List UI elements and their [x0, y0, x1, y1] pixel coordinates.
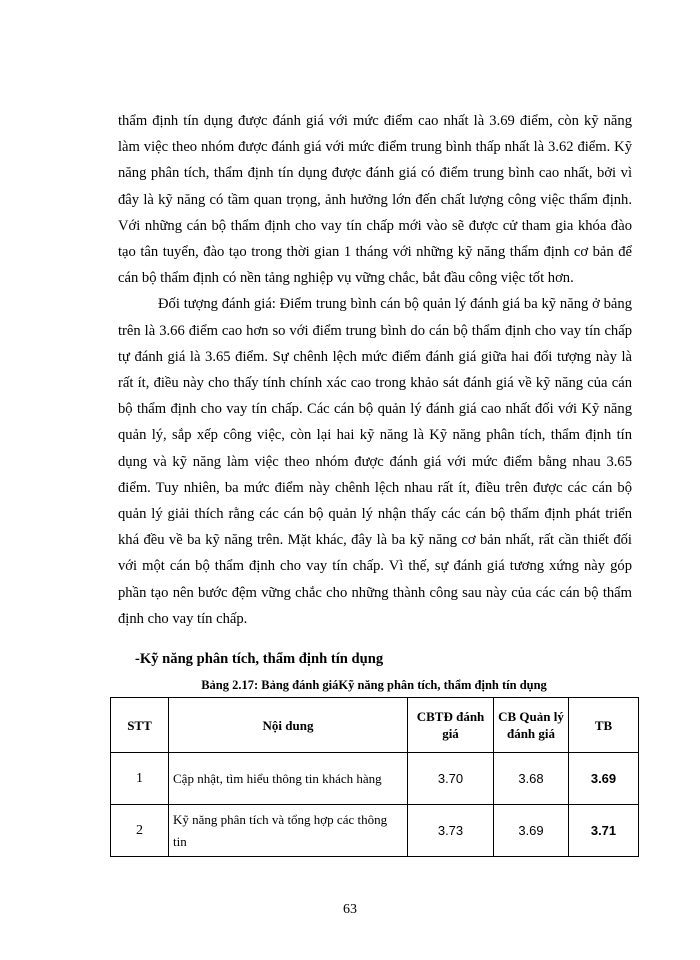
page-number: 63	[343, 902, 357, 917]
row-content: Cập nhật, tìm hiểu thông tin khách hàng	[169, 753, 408, 805]
header-content: Nội dung	[169, 698, 408, 753]
header-tb: TB	[569, 698, 639, 753]
table-caption: Bảng 2.17: Bảng đánh giáKỹ năng phân tích, thẩm định tín dụng	[201, 678, 547, 692]
row-cbql-score: 3.69	[494, 805, 569, 857]
evaluation-table	[110, 697, 639, 857]
paragraph-1: thẩm định tín dụng được đánh giá với mức điểm cao nhất là 3.69 điểm, còn kỹ năng làm việc theo nhóm được đánh giá với mức điểm trung bình thấp nhất là 3.62 điểm. Kỹ năng phân tích, thẩm định tín dụng được đánh giá có điểm trung bình cao nhất, bởi vì đây là kỹ năng có tầm quan trọng, ảnh hưởng lớn đến chất lượng công việc thẩm định. Với những cán bộ thẩm định cho vay tín chấp mới vào sẽ được cử tham gia khóa đào tạo tân tuyển, đào tạo trong thời gian 1 tháng với những kỹ năng thẩm định cơ bản để cán bộ thẩm định có nền tảng nghiệp vụ vững chắc, bắt đầu công việc tốt hơn.	[118, 113, 632, 287]
table-row	[111, 805, 639, 857]
header-cbtd: CBTĐ đánh giá	[408, 698, 494, 753]
table-header-row	[111, 698, 639, 753]
row-average-score: 3.69	[569, 753, 639, 805]
row-cbql-score: 3.68	[494, 753, 569, 805]
row-cbtd-score: 3.70	[408, 753, 494, 805]
row-stt: 1	[111, 753, 169, 805]
header-stt: STT	[111, 698, 169, 753]
header-cbql: CB Quản lý đánh giá	[494, 698, 569, 753]
row-content: Kỹ năng phân tích và tổng hợp các thông tin	[169, 805, 408, 857]
row-cbtd-score: 3.73	[408, 805, 494, 857]
row-average-score: 3.71	[569, 805, 639, 857]
table-row	[111, 753, 639, 805]
paragraph-2: Đối tượng đánh giá: Điểm trung bình cán bộ quản lý đánh giá ba kỹ năng ở bảng trên là 3.66 điểm cao hơn so với điểm trung bình do cán bộ thẩm định cho vay tín chấp tự đánh giá là 3.65 điểm. Sự chênh lệch mức điểm đánh giá giữa hai đối tượng này là rất ít, điều này cho thấy tính chính xác cao trong khảo sát đánh giá về kỹ năng của cán bộ thẩm định cho vay tín chấp. Các cán bộ quản lý đánh giá cao nhất đối với Kỹ năng quản lý, sắp xếp công việc, còn lại hai kỹ năng là Kỹ năng phân tích, thẩm định tín dụng và kỹ năng làm việc theo nhóm được đánh giá với mức điểm bằng nhau 3.65 điểm. Tuy nhiên, ba mức điểm này chênh lệch nhau rất ít, điều trên được các cán bộ quản lý giải thích rằng các cán bộ quản lý nhận thấy các cán bộ thẩm định phát triển khá đều về ba kỹ năng trên. Mặt khác, đây là ba kỹ năng cơ bản nhất, rất cần thiết đối với một cán bộ thẩm định cho vay tín chấp. Vì thế, sự đánh giá tương xứng này góp phần tạo nên bước đệm vững chắc cho những thành công sau này của các cán bộ thẩm định cho vay tín chấp.	[118, 296, 632, 627]
section-subheading: -Kỹ năng phân tích, thẩm định tín dụng	[135, 651, 384, 667]
body-text	[118, 108, 632, 632]
row-stt: 2	[111, 805, 169, 857]
